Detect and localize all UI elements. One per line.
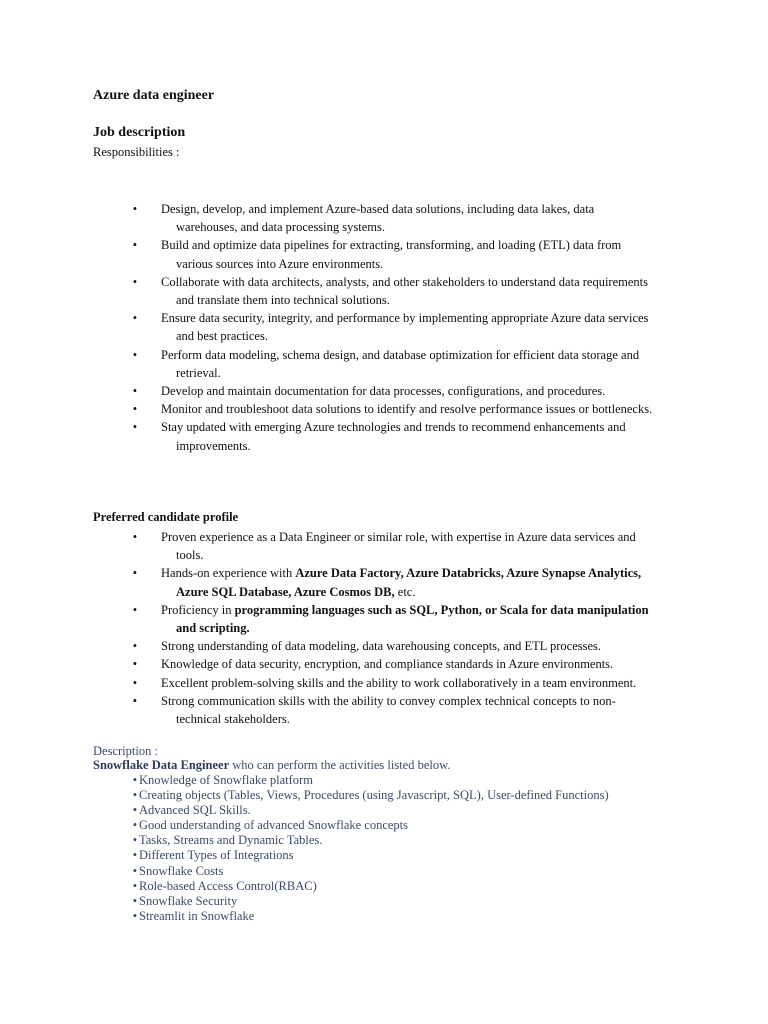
list-item: • Proven experience as a Data Engineer or similar role, with expertise in Azure data services and tools. xyxy=(132,530,636,563)
document-title: Azure data engineer xyxy=(93,88,215,103)
list-item: • Design, develop, and implement Azure-based data solutions, including data lakes, data warehouses, and data processing systems. xyxy=(132,202,595,235)
list-item: • Excellent problem-solving skills and the ability to work collaboratively in a team environment. xyxy=(131,674,691,692)
list-item: • Strong communication skills with the ability to convey complex technical concepts to non- technical stakeholders. xyxy=(132,693,616,727)
bullet-icon: • xyxy=(132,675,138,690)
list-item: • Stay updated with emerging Azure technologies and trends to recommend enhancements and improvements. xyxy=(132,420,626,453)
bullet-icon: • xyxy=(132,202,138,216)
list-item: • Different Types of Integrations xyxy=(132,848,294,863)
list-item: • Creating objects (Tables, Views, Procedures (using Javascript, SQL), User-defined Functions) xyxy=(132,788,609,803)
list-item: • Collaborate with data architects, analysts, and other stakeholders to understand data requirements and translate them into technical solutions. xyxy=(132,274,648,308)
list-item: • Ensure data security, integrity, and performance by implementing appropriate Azure data services and best practices. xyxy=(132,311,649,344)
bullet-icon: • xyxy=(132,893,138,908)
bullet-icon: • xyxy=(132,693,138,708)
list-item: • Knowledge of Snowflake platform xyxy=(132,773,313,787)
bullet-icon: • xyxy=(132,803,138,818)
bullet-icon: • xyxy=(132,773,138,787)
responsibilities-list xyxy=(131,200,691,455)
job-description-heading: Job description xyxy=(93,125,186,140)
bullet-icon: • xyxy=(132,818,138,833)
bullet-icon: • xyxy=(132,274,138,289)
list-item: • Knowledge of data security, encryption, and compliance standards in Azure environments. xyxy=(131,655,691,673)
list-item: • Advanced SQL Skills. xyxy=(132,803,251,818)
list-item: • Develop and maintain documentation for data processes, configurations, and procedures. xyxy=(131,382,691,400)
bullet-icon: • xyxy=(132,848,138,863)
list-item: • Strong understanding of data modeling, data warehousing concepts, and ETL processes. xyxy=(131,637,691,655)
responsibilities-label: Responsibilities : xyxy=(93,145,180,159)
bullet-icon: • xyxy=(132,420,138,435)
list-item: • Role-based Access Control(RBAC) xyxy=(132,878,317,893)
preferred-profile-heading: Preferred candidate profile xyxy=(93,510,239,524)
bullet-icon: • xyxy=(132,639,138,654)
list-item: • Proficiency in programming languages such as SQL, Python, or Scala for data manipulation and scripting. xyxy=(132,602,649,636)
description-intro: Snowflake Data Engineer who can perform the activities listed below. xyxy=(93,758,451,772)
bullet-icon: • xyxy=(132,566,138,581)
list-item: • Build and optimize data pipelines for extracting, transforming, and loading (ETL) data from various sources into Azure environments. xyxy=(132,238,622,271)
bullet-icon: • xyxy=(132,384,138,399)
bullet-icon: • xyxy=(132,402,138,417)
bullet-icon: • xyxy=(132,788,138,803)
list-item: • Perform data modeling, schema design, and database optimization for efficient data storage and retrieval. xyxy=(132,347,640,380)
description-list xyxy=(131,773,691,924)
bullet-icon: • xyxy=(132,530,138,544)
bullet-icon: • xyxy=(132,347,138,362)
bullet-icon: • xyxy=(132,311,138,326)
bullet-icon: • xyxy=(132,657,138,672)
list-item: • Good understanding of advanced Snowflake concepts xyxy=(132,818,409,833)
list-item: • Hands-on experience with Azure Data Factory, Azure Databricks, Azure Synapse Analytics, Azure SQL Database, Azure Cosmos DB, etc. xyxy=(132,566,642,599)
list-item: • Monitor and troubleshoot data solutions to identify and resolve performance issues or bottlenecks. xyxy=(131,400,691,418)
bullet-icon: • xyxy=(132,602,138,617)
bullet-icon: • xyxy=(132,878,138,893)
description-label: Description : xyxy=(93,744,158,758)
list-item: • Snowflake Security xyxy=(132,893,238,908)
list-item: • Tasks, Streams and Dynamic Tables. xyxy=(132,833,323,848)
list-item: • Streamlit in Snowflake xyxy=(132,908,255,923)
bullet-icon: • xyxy=(132,863,138,878)
preferred-profile-list xyxy=(131,528,691,728)
bullet-icon: • xyxy=(132,238,138,253)
list-item: • Snowflake Costs xyxy=(132,863,224,878)
bullet-icon: • xyxy=(132,908,138,923)
bullet-icon: • xyxy=(132,833,138,848)
